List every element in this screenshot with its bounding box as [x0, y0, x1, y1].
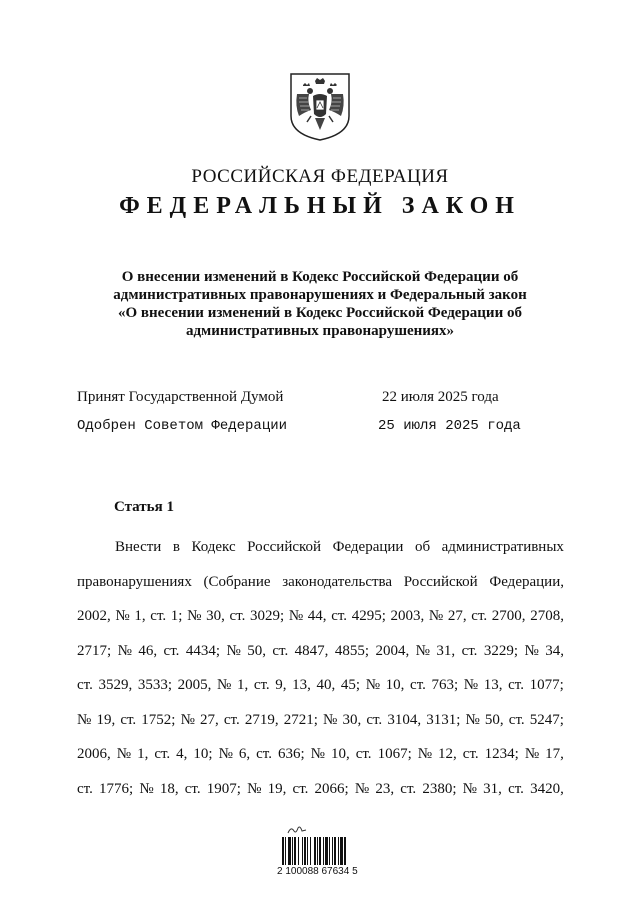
word: об: [414, 539, 431, 555]
word: №: [465, 711, 480, 728]
word: 3533;: [137, 677, 173, 693]
word: 10,: [385, 677, 405, 693]
word: №: [117, 642, 132, 659]
word: ст.: [154, 746, 171, 762]
word: 40,: [316, 677, 336, 693]
law-title-line: административных правонарушениях»: [185, 323, 455, 339]
word: 3131;: [426, 711, 461, 728]
article-line: [77, 599, 564, 634]
word: Федерации: [332, 539, 404, 555]
article-heading: Статья 1: [114, 499, 174, 515]
law-title: [60, 268, 580, 340]
word: Внести: [115, 539, 162, 555]
word: №: [218, 746, 233, 762]
word: №: [415, 642, 430, 659]
word: 1077;: [529, 677, 564, 693]
word: №: [462, 780, 477, 797]
article-line: [77, 668, 564, 703]
word: 23,: [375, 780, 395, 797]
word: 10;: [193, 746, 213, 762]
article-line: [77, 772, 564, 807]
word: 5247;: [529, 711, 564, 728]
word: №: [247, 780, 262, 797]
word: 6,: [238, 746, 251, 762]
word: ст.: [77, 780, 93, 797]
article-line: [77, 634, 564, 669]
word: 1,: [134, 608, 146, 624]
article-body: [77, 530, 564, 806]
word: 19,: [267, 780, 287, 797]
article-line: [77, 530, 564, 565]
word: 12,: [438, 746, 457, 762]
word: Российской: [403, 573, 478, 590]
word: №: [187, 608, 202, 624]
word: ст.: [120, 711, 137, 728]
word: ст.: [331, 608, 348, 624]
word: 2004,: [375, 642, 410, 659]
adopted-label: Принят Государственной Думой: [77, 389, 284, 405]
word: 1234;: [484, 746, 519, 762]
word: 3529,: [98, 677, 133, 693]
word: ст.: [150, 608, 167, 624]
article-line: [77, 565, 564, 600]
word: 2002,: [77, 608, 111, 624]
approved-date: 25 июля 2025 года: [378, 418, 521, 434]
word: №: [310, 746, 325, 762]
word: 31,: [436, 642, 456, 659]
word: №: [524, 642, 539, 659]
word: 44,: [307, 608, 327, 624]
document-type: ФЕДЕРАЛЬНЫЙ ЗАКОН: [119, 193, 521, 219]
country-name: РОССИЙСКАЯ ФЕДЕРАЦИЯ: [191, 166, 449, 187]
adopted-date: 22 июля 2025 года: [382, 389, 499, 405]
word: ст.: [253, 677, 270, 693]
word: ст.: [256, 746, 272, 762]
coat-of-arms-icon: [289, 72, 351, 142]
law-title-line: О внесении изменений в Кодекс Российской Федерации об: [121, 269, 519, 285]
word: 27,: [200, 711, 219, 728]
word: ст.: [400, 780, 417, 797]
word: административных: [441, 539, 564, 555]
word: ст.: [471, 608, 488, 624]
approved-label: Одобрен Советом Федерации: [77, 418, 288, 434]
word: законодательства: [282, 573, 393, 590]
word: 4,: [176, 746, 188, 762]
word: №: [417, 746, 433, 762]
word: 31,: [483, 780, 502, 797]
word: 27,: [447, 608, 467, 624]
word: ст.: [272, 642, 289, 659]
word: №: [180, 711, 195, 728]
word: №: [226, 642, 241, 659]
article-line: [77, 703, 564, 738]
word: 2708,: [530, 608, 564, 624]
word: правонарушениях: [77, 573, 192, 590]
word: 45;: [340, 677, 361, 693]
word: 3104,: [387, 711, 422, 728]
signature-mark-icon: [287, 825, 307, 835]
word: ст.: [229, 608, 246, 624]
word: 4295;: [351, 608, 386, 624]
word: 3029;: [249, 608, 285, 624]
word: 2719,: [244, 711, 279, 728]
word: ст.: [462, 746, 479, 762]
word: ст.: [410, 677, 426, 693]
word: 17,: [545, 746, 564, 762]
word: ст.: [77, 677, 93, 693]
word: ст.: [366, 711, 383, 728]
word: №: [365, 677, 381, 693]
word: 636;: [277, 746, 305, 762]
word: №: [139, 780, 154, 797]
word: ст.: [461, 642, 478, 659]
word: ст.: [508, 677, 524, 693]
word: 763;: [431, 677, 459, 693]
word: 4434;: [185, 642, 220, 659]
word: (Собрание: [203, 573, 271, 590]
word: №: [428, 608, 444, 624]
word: ст.: [163, 642, 180, 659]
word: 19,: [96, 711, 116, 728]
word: №: [524, 746, 540, 762]
word: 1,: [137, 746, 149, 762]
word: 34,: [545, 642, 564, 659]
article-line: [77, 737, 564, 772]
word: 50,: [247, 642, 266, 659]
word: 1067;: [377, 746, 412, 762]
word: №: [288, 608, 304, 624]
word: 30,: [342, 711, 362, 728]
barcode: [282, 837, 358, 865]
word: Федерации,: [489, 573, 564, 590]
word: ст.: [508, 711, 525, 728]
law-title-line: административных правонарушениях и Федеральный закон: [113, 287, 527, 303]
word: ст.: [508, 780, 524, 797]
word: 1752;: [141, 711, 176, 728]
word: №: [116, 746, 132, 762]
word: 13,: [292, 677, 311, 693]
word: 2380;: [422, 780, 457, 797]
word: 46,: [138, 642, 158, 659]
word: ст.: [355, 746, 372, 762]
word: 2005,: [177, 677, 212, 693]
word: Кодекс: [191, 539, 236, 555]
word: 4847,: [294, 642, 329, 659]
word: №: [354, 780, 370, 797]
word: 2066;: [314, 780, 349, 797]
word: 9,: [275, 677, 287, 693]
word: 50,: [484, 711, 504, 728]
word: №: [115, 608, 130, 624]
word: Российской: [247, 539, 322, 555]
word: 2717;: [77, 642, 112, 659]
word: в: [172, 539, 180, 555]
word: 4855;: [334, 642, 370, 659]
word: 1776;: [99, 780, 134, 797]
word: №: [323, 711, 338, 728]
word: 3229;: [483, 642, 519, 659]
word: 2003,: [390, 608, 425, 624]
barcode-number: 2 100088 67634 5: [277, 866, 358, 877]
word: 30,: [206, 608, 225, 624]
word: ст.: [223, 711, 240, 728]
word: 2700,: [491, 608, 526, 624]
word: ст.: [184, 780, 201, 797]
word: 10,: [330, 746, 350, 762]
word: 13,: [483, 677, 503, 693]
word: №: [217, 677, 232, 693]
word: 2006,: [77, 746, 111, 762]
word: 3420,: [530, 780, 564, 797]
word: 18,: [159, 780, 179, 797]
word: №: [463, 677, 479, 693]
word: №: [77, 711, 92, 728]
word: 1;: [170, 608, 183, 624]
law-title-line: «О внесении изменений в Кодекс Российской Федерации об: [118, 305, 522, 321]
word: 1907;: [206, 780, 241, 797]
word: ст.: [292, 780, 309, 797]
word: 2721;: [283, 711, 318, 728]
word: 1,: [236, 677, 249, 693]
